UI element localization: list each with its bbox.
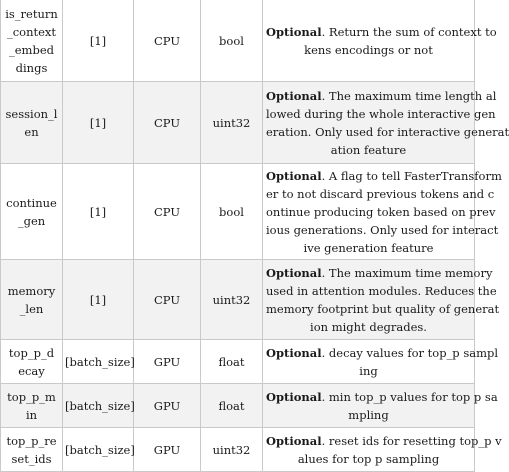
description-line: memory footprint but quality of generat: [266, 301, 500, 316]
param-shape-cell: [batch_size]: [63, 428, 134, 472]
param-description-cell: [263, 0, 497, 82]
param-location-cell: CPU: [134, 82, 201, 164]
param-name-cell: [1, 428, 63, 472]
param-shape-cell: [1]: [63, 164, 134, 260]
param-name-line: dings: [15, 60, 48, 75]
param-dtype-cell: bool: [201, 164, 263, 260]
param-name-line: session_l: [5, 106, 58, 121]
table-row: [1, 0, 475, 82]
optional-label: Optional: [266, 345, 322, 360]
description-text: . min top_p values for top p sa: [321, 389, 498, 404]
param-name-line: _len: [19, 301, 44, 316]
table-row: [1, 428, 475, 472]
param-dtype-cell: float: [201, 384, 263, 428]
description-line: mpling: [348, 407, 389, 422]
param-name-line: memory: [7, 283, 56, 298]
description-line: ontinue producing token based on prev: [266, 204, 496, 219]
description-line: [266, 344, 499, 362]
param-description-cell: [263, 428, 502, 472]
param-location-cell: GPU: [134, 384, 201, 428]
param-name-line: is_return: [5, 6, 58, 21]
param-name-cell: [1, 164, 63, 260]
param-shape-cell: [1]: [63, 260, 134, 340]
param-dtype-cell: uint32: [201, 82, 263, 164]
description-line: ing: [359, 363, 378, 378]
description-line: alues for top p sampling: [297, 451, 440, 466]
param-name-line: _embed: [9, 42, 54, 57]
param-location-cell: CPU: [134, 0, 201, 82]
table-row: [1, 340, 475, 384]
description-text: . Return the sum of context to: [321, 24, 497, 39]
param-location-cell: GPU: [134, 340, 201, 384]
description-line: [266, 388, 498, 406]
table-row: [1, 164, 475, 260]
table-row: [1, 384, 475, 428]
param-name-cell: [1, 384, 63, 428]
param-description-cell: [263, 340, 499, 384]
optional-label: Optional: [266, 24, 322, 39]
optional-label: Optional: [266, 389, 322, 404]
description-text: . decay values for top_p sampl: [321, 345, 499, 360]
param-name-line: in: [25, 407, 38, 422]
description-line: [266, 432, 502, 450]
table-row: [1, 82, 475, 164]
param-name-cell: [1, 260, 63, 340]
description-line: kens encodings or not: [304, 42, 433, 57]
param-shape-cell: [1]: [63, 0, 134, 82]
param-name-line: set_ids: [11, 451, 52, 466]
description-line: [266, 23, 497, 41]
description-line: used in attention modules. Reduces the: [266, 283, 497, 298]
description-line: [266, 264, 493, 282]
param-location-cell: GPU: [134, 428, 201, 472]
param-shape-cell: [batch_size]: [63, 340, 134, 384]
param-name-line: continue: [6, 195, 57, 210]
param-dtype-cell: uint32: [201, 428, 263, 472]
description-line: ious generations. Only used for interact: [266, 222, 499, 237]
description-line: er to not discard previous tokens and c: [266, 186, 495, 201]
param-name-line: top_p_re: [6, 433, 57, 448]
optional-label: Optional: [266, 265, 322, 280]
description-line: lowed during the whole interactive gen: [266, 106, 496, 121]
param-name-line: top_p_m: [7, 389, 56, 404]
param-description-cell: [263, 384, 498, 428]
param-dtype-cell: uint32: [201, 260, 263, 340]
param-description-cell: [263, 164, 502, 260]
description-line: ive generation feature: [303, 240, 434, 255]
param-name-cell: [1, 0, 63, 82]
param-name-cell: [1, 82, 63, 164]
description-line: [266, 167, 502, 185]
param-shape-cell: [1]: [63, 82, 134, 164]
param-name-line: _gen: [17, 213, 46, 228]
param-name-line: ecay: [18, 363, 45, 378]
param-location-cell: CPU: [134, 260, 201, 340]
description-text: . The maximum time length al: [321, 88, 497, 103]
table-row: [1, 260, 475, 340]
description-line: eration. Only used for interactive generat: [266, 124, 509, 139]
param-name-line: top_p_d: [8, 345, 55, 360]
param-shape-cell: [batch_size]: [63, 384, 134, 428]
optional-label: Optional: [266, 88, 322, 103]
optional-label: Optional: [266, 433, 322, 448]
optional-label: Optional: [266, 168, 322, 183]
description-text: . reset ids for resetting top_p v: [321, 433, 502, 448]
description-text: . A flag to tell FasterTransform: [321, 168, 502, 183]
param-description-cell: [263, 82, 509, 164]
param-name-line: _context: [6, 24, 57, 39]
description-line: ion might degrades.: [310, 319, 427, 334]
description-line: ation feature: [330, 142, 407, 157]
description-line: [266, 87, 497, 105]
param-dtype-cell: bool: [201, 0, 263, 82]
param-name-cell: [1, 340, 63, 384]
parameters-table-body: [1, 0, 509, 472]
param-description-cell: [263, 260, 500, 340]
param-dtype-cell: float: [201, 340, 263, 384]
param-location-cell: CPU: [134, 164, 201, 260]
param-name-line: en: [24, 124, 39, 139]
description-text: . The maximum time memory: [321, 265, 493, 280]
